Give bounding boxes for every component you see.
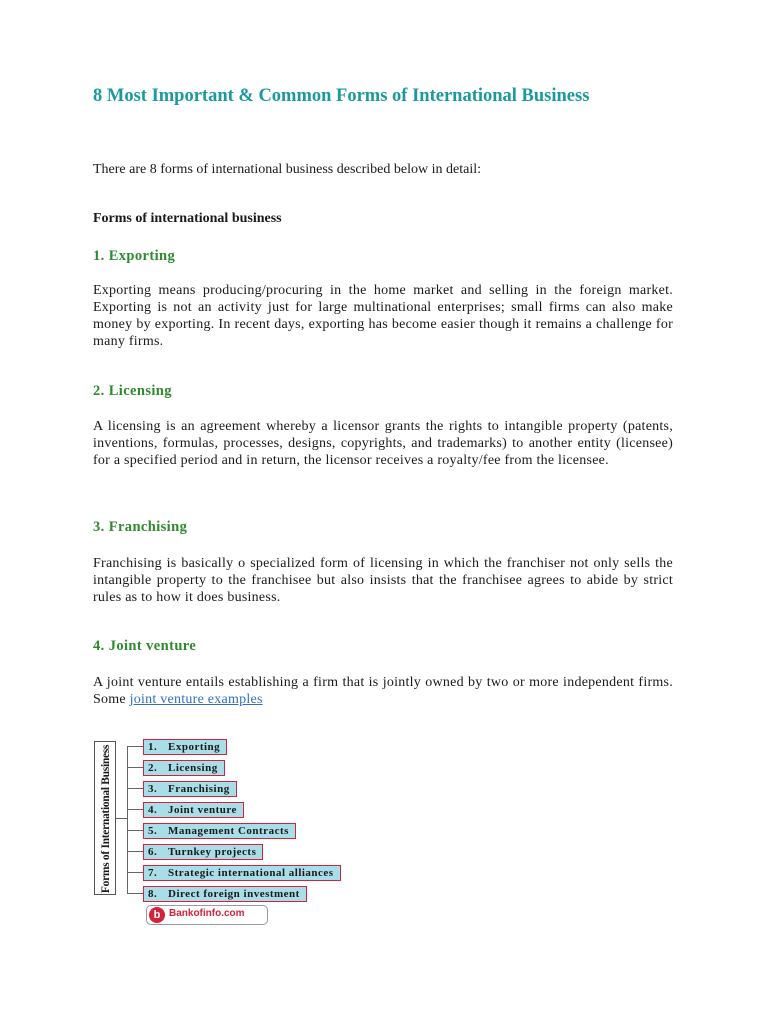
- diagram-item-number: 7.: [148, 867, 158, 879]
- diagram-branch: [127, 893, 143, 894]
- section-heading-exporting: 1. Exporting: [93, 248, 176, 264]
- diagram-item-licensing: [143, 760, 225, 776]
- section-text-licensing: A licensing is an agreement whereby a licensor grants the rights to intangible property (patents, inventions, formulas, processes, designs, copyrights, and trademarks) to another entity (licensee) for a specified period and in return, the licensor receives a royalty/fee from the licensee.: [93, 419, 673, 468]
- diagram-item-management-contracts: [143, 823, 296, 839]
- diagram-item-label: Strategic international alliances: [168, 867, 334, 879]
- bankofinfo-logo: [146, 905, 268, 925]
- section-heading-franchising: 3. Franchising: [93, 519, 188, 535]
- diagram-item-number: 3.: [148, 783, 158, 795]
- diagram-item-number: 4.: [148, 804, 158, 816]
- intro-text: There are 8 forms of international business described below in detail:: [93, 162, 481, 177]
- diagram-branch: [127, 767, 143, 768]
- diagram-item-number: 2.: [148, 762, 158, 774]
- joint-venture-examples-link[interactable]: joint venture examples: [129, 692, 263, 707]
- diagram-item-label: Franchising: [168, 783, 230, 795]
- section-text-joint-venture: [93, 674, 673, 708]
- diagram-vertical-label: Forms of International Business: [100, 744, 112, 894]
- section-heading-licensing: 2. Licensing: [93, 383, 172, 399]
- diagram-item-number: 8.: [148, 888, 158, 900]
- diagram-item-label: Joint venture: [168, 804, 237, 816]
- diagram-connector: [115, 818, 127, 819]
- logo-b-icon: b: [149, 907, 165, 923]
- diagram-item-number: 1.: [148, 741, 158, 753]
- diagram-item-label: Licensing: [168, 762, 218, 774]
- diagram-item-label: Management Contracts: [168, 825, 289, 837]
- joint-venture-text: A joint venture entails establishing a firm that is jointly owned by two or more independent firms. Some: [93, 675, 673, 707]
- diagram-branch: [127, 809, 143, 810]
- diagram-item-exporting: [143, 739, 227, 755]
- diagram-item-direct-foreign-investment: [143, 886, 307, 902]
- diagram-item-strategic-alliances: [143, 865, 341, 881]
- diagram-branch: [127, 851, 143, 852]
- diagram-item-number: 6.: [148, 846, 158, 858]
- diagram-vertical-label-box: [94, 741, 116, 895]
- diagram-item-label: Turnkey projects: [168, 846, 257, 858]
- diagram-item-label: Direct foreign investment: [168, 888, 300, 900]
- diagram-branch: [127, 788, 143, 789]
- diagram-branch: [127, 872, 143, 873]
- diagram-item-franchising: [143, 781, 237, 797]
- section-heading-joint-venture: 4. Joint venture: [93, 638, 197, 654]
- section-text-exporting: Exporting means producing/procuring in the home market and selling in the foreign market. Exporting is not an activity just for large multinational enterprises; small firms can also make money by exporting. In recent days, exporting has become easier though it remains a challenge for many firms.: [93, 283, 673, 349]
- forms-heading: Forms of international business: [93, 211, 282, 226]
- page-title: 8 Most Important & Common Forms of International Business: [93, 86, 590, 106]
- diagram-item-joint-venture: [143, 802, 244, 818]
- diagram-item-label: Exporting: [168, 741, 221, 753]
- diagram-item-number: 5.: [148, 825, 158, 837]
- section-text-franchising: Franchising is basically o specialized form of licensing in which the franchiser not only sells the intangible property to the franchisee but also insists that the franchisee agrees to abide by strict rules as to how it does business.: [93, 556, 673, 605]
- forms-diagram: [93, 740, 393, 930]
- diagram-branch: [127, 746, 143, 747]
- diagram-item-turnkey-projects: [143, 844, 263, 860]
- diagram-trunk-line: [127, 746, 128, 893]
- logo-text: Bankofinfo.com: [169, 908, 245, 919]
- diagram-branch: [127, 830, 143, 831]
